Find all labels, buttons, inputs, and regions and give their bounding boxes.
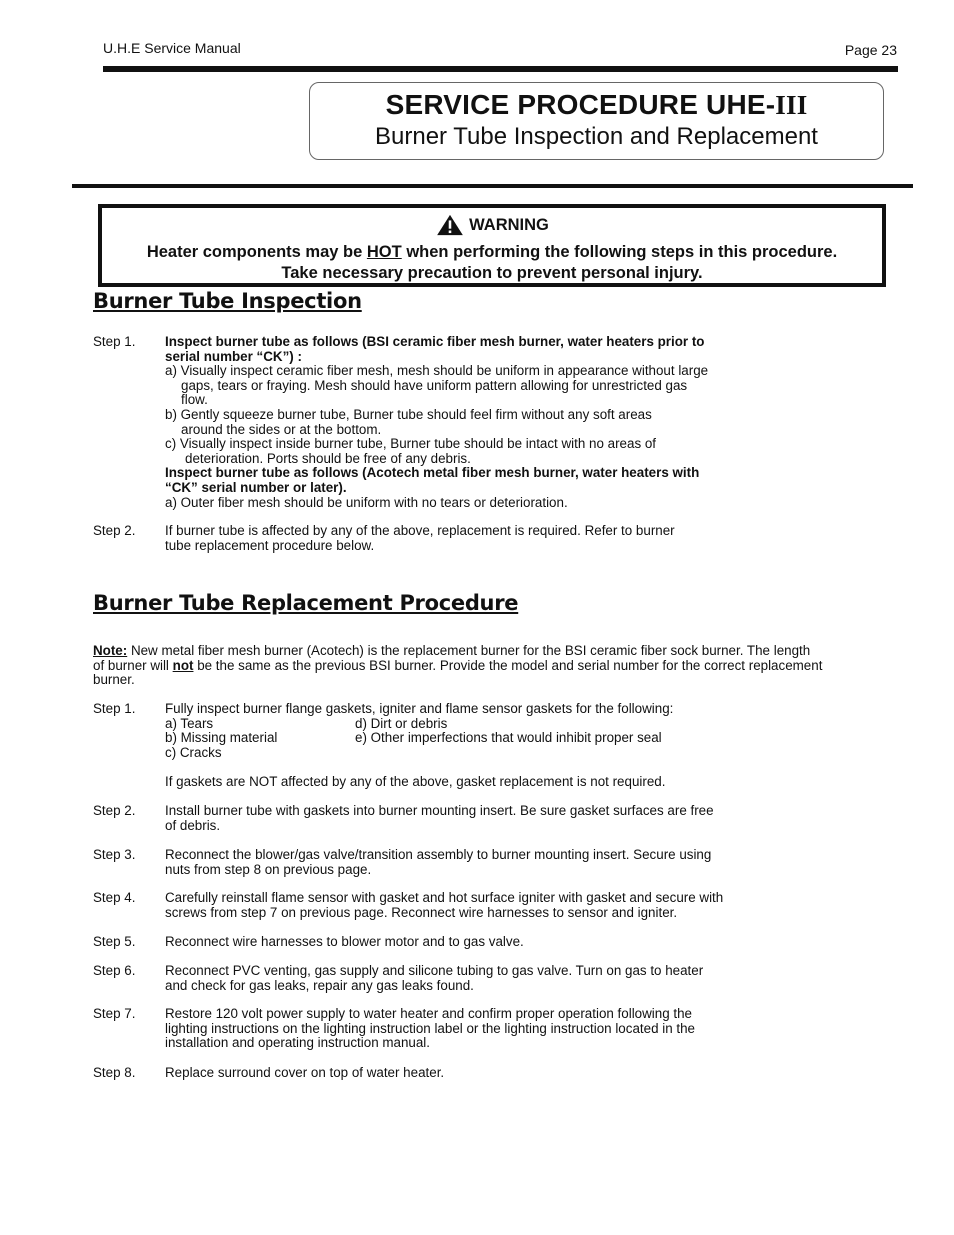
title-box: [309, 82, 884, 160]
replacement-step-1-label: Step 1.: [93, 701, 136, 716]
defect-list-right: [355, 717, 662, 746]
inspection-heading: Burner Tube Inspection: [93, 289, 362, 313]
inspection-step-2-body: If burner tube is affected by any of the above, replacement is required. Refer to burner tube replacement procedure below.: [165, 523, 675, 553]
inspection-step-1-label: Step 1.: [93, 334, 136, 349]
replacement-step-6-label: Step 6.: [93, 963, 136, 978]
replacement-step-8-body: Replace surround cover on top of water heater.: [165, 1065, 445, 1080]
list-item: d) Dirt or debris: [355, 715, 448, 731]
page-title: [310, 89, 883, 121]
replacement-step-4-body: Carefully reinstall flame sensor with gasket and hot surface igniter with gasket and secure with screws from step 7 on previous page. Reconnect wire harnesses to sensor and igniter.: [165, 890, 724, 920]
manual-title: U.H.E Service Manual: [103, 40, 241, 56]
replacement-heading: Burner Tube Replacement Procedure: [93, 591, 519, 615]
page-title-text: SERVICE PROCEDURE UHE-: [385, 89, 776, 120]
list-item: a) Tears: [165, 715, 214, 731]
replacement-step-3-label: Step 3.: [93, 847, 136, 862]
replacement-step-2-label: Step 2.: [93, 803, 136, 818]
replacement-step-8-label: Step 8.: [93, 1065, 136, 1080]
list-item: b) Missing material: [165, 730, 278, 746]
replacement-step-5-label: Step 5.: [93, 934, 136, 949]
warning-line-1: Heater components may be HOT when performing the following steps in this procedure.: [146, 243, 838, 261]
hot-text: HOT: [366, 243, 402, 261]
warning-line-2: Take necessary precaution to prevent personal injury.: [281, 264, 703, 282]
replacement-step-6-body: Reconnect PVC venting, gas supply and silicone tubing to gas valve. Turn on gas to heater and check for gas leaks, repair any gas leaks found.: [165, 963, 704, 993]
inspection-step-2-label: Step 2.: [93, 523, 136, 538]
warning-label: WARNING: [469, 215, 549, 234]
inspection-step-1-body: Inspect burner tube as follows (BSI ceramic fiber mesh burner, water heaters prior to serial number “CK”) : a) Visually inspect ceramic fiber mesh, mesh should be uniform in appearance without large gaps, tears or fraying. Mesh should have uniform pattern allowing for unrestricted gas flow. b) Gently squeeze burner tube, Burner tube should feel firm without any soft areas around the sides or at the bottom. c) Visually inspect inside burner tube, Burner tube should be intact with no areas of deterioration. Ports should be free of any debris. Inspect burner tube as follows (Acotech metal fiber mesh burner, water heaters with “CK” serial number or later). a) Outer fiber mesh should be uniform with no tears or deterioration.: [165, 334, 709, 510]
header-divider: [103, 66, 898, 72]
list-item: e) Other imperfections that would inhibit proper seal: [355, 730, 662, 746]
note-label: Note:: [93, 643, 128, 658]
page-title-roman: III: [775, 90, 808, 120]
defect-list: [165, 717, 805, 761]
not-text: not: [172, 657, 194, 673]
replacement-note: Note: New metal fiber mesh burner (Acotech) is the replacement burner for the BSI ceramic fiber sock burner. The length of burner will not be the same as the previous BSI burner. Provide the model and serial number for the correct replacement burner.: [93, 643, 823, 688]
list-item: c) Cracks: [165, 744, 222, 760]
replacement-step-5-body: Reconnect wire harnesses to blower motor and to gas valve.: [165, 934, 524, 949]
page-number: Page 23: [844, 42, 897, 58]
replacement-step-7-label: Step 7.: [93, 1006, 136, 1021]
replacement-step-4-label: Step 4.: [93, 890, 136, 905]
page-subtitle: Burner Tube Inspection and Replacement: [375, 123, 818, 150]
replacement-step-1-body: Fully inspect burner flange gaskets, igniter and flame sensor gaskets for the following: a) Tears b) Missing material c) Cracks d) Dirt or debris e) Other imperfections that would inhibit proper seal If gaskets are NOT affected by any of the above, gasket replacement is not required.: [165, 702, 805, 790]
replacement-step-3-body: Reconnect the blower/gas valve/transition assembly to burner mounting insert. Secure using nuts from step 8 on previous page.: [165, 847, 712, 877]
section-divider: [72, 184, 913, 188]
warning-triangle-icon: [435, 214, 465, 236]
warning-box: [98, 204, 886, 287]
replacement-step-2-body: Install burner tube with gaskets into burner mounting insert. Be sure gasket surfaces are free of debris.: [165, 803, 714, 833]
replacement-step-7-body: Restore 120 volt power supply to water heater and confirm proper operation following the lighting instructions on the lighting instruction label or the lighting instruction located in the installation and operating instruction manual.: [165, 1006, 695, 1051]
warning-title: [435, 214, 549, 236]
